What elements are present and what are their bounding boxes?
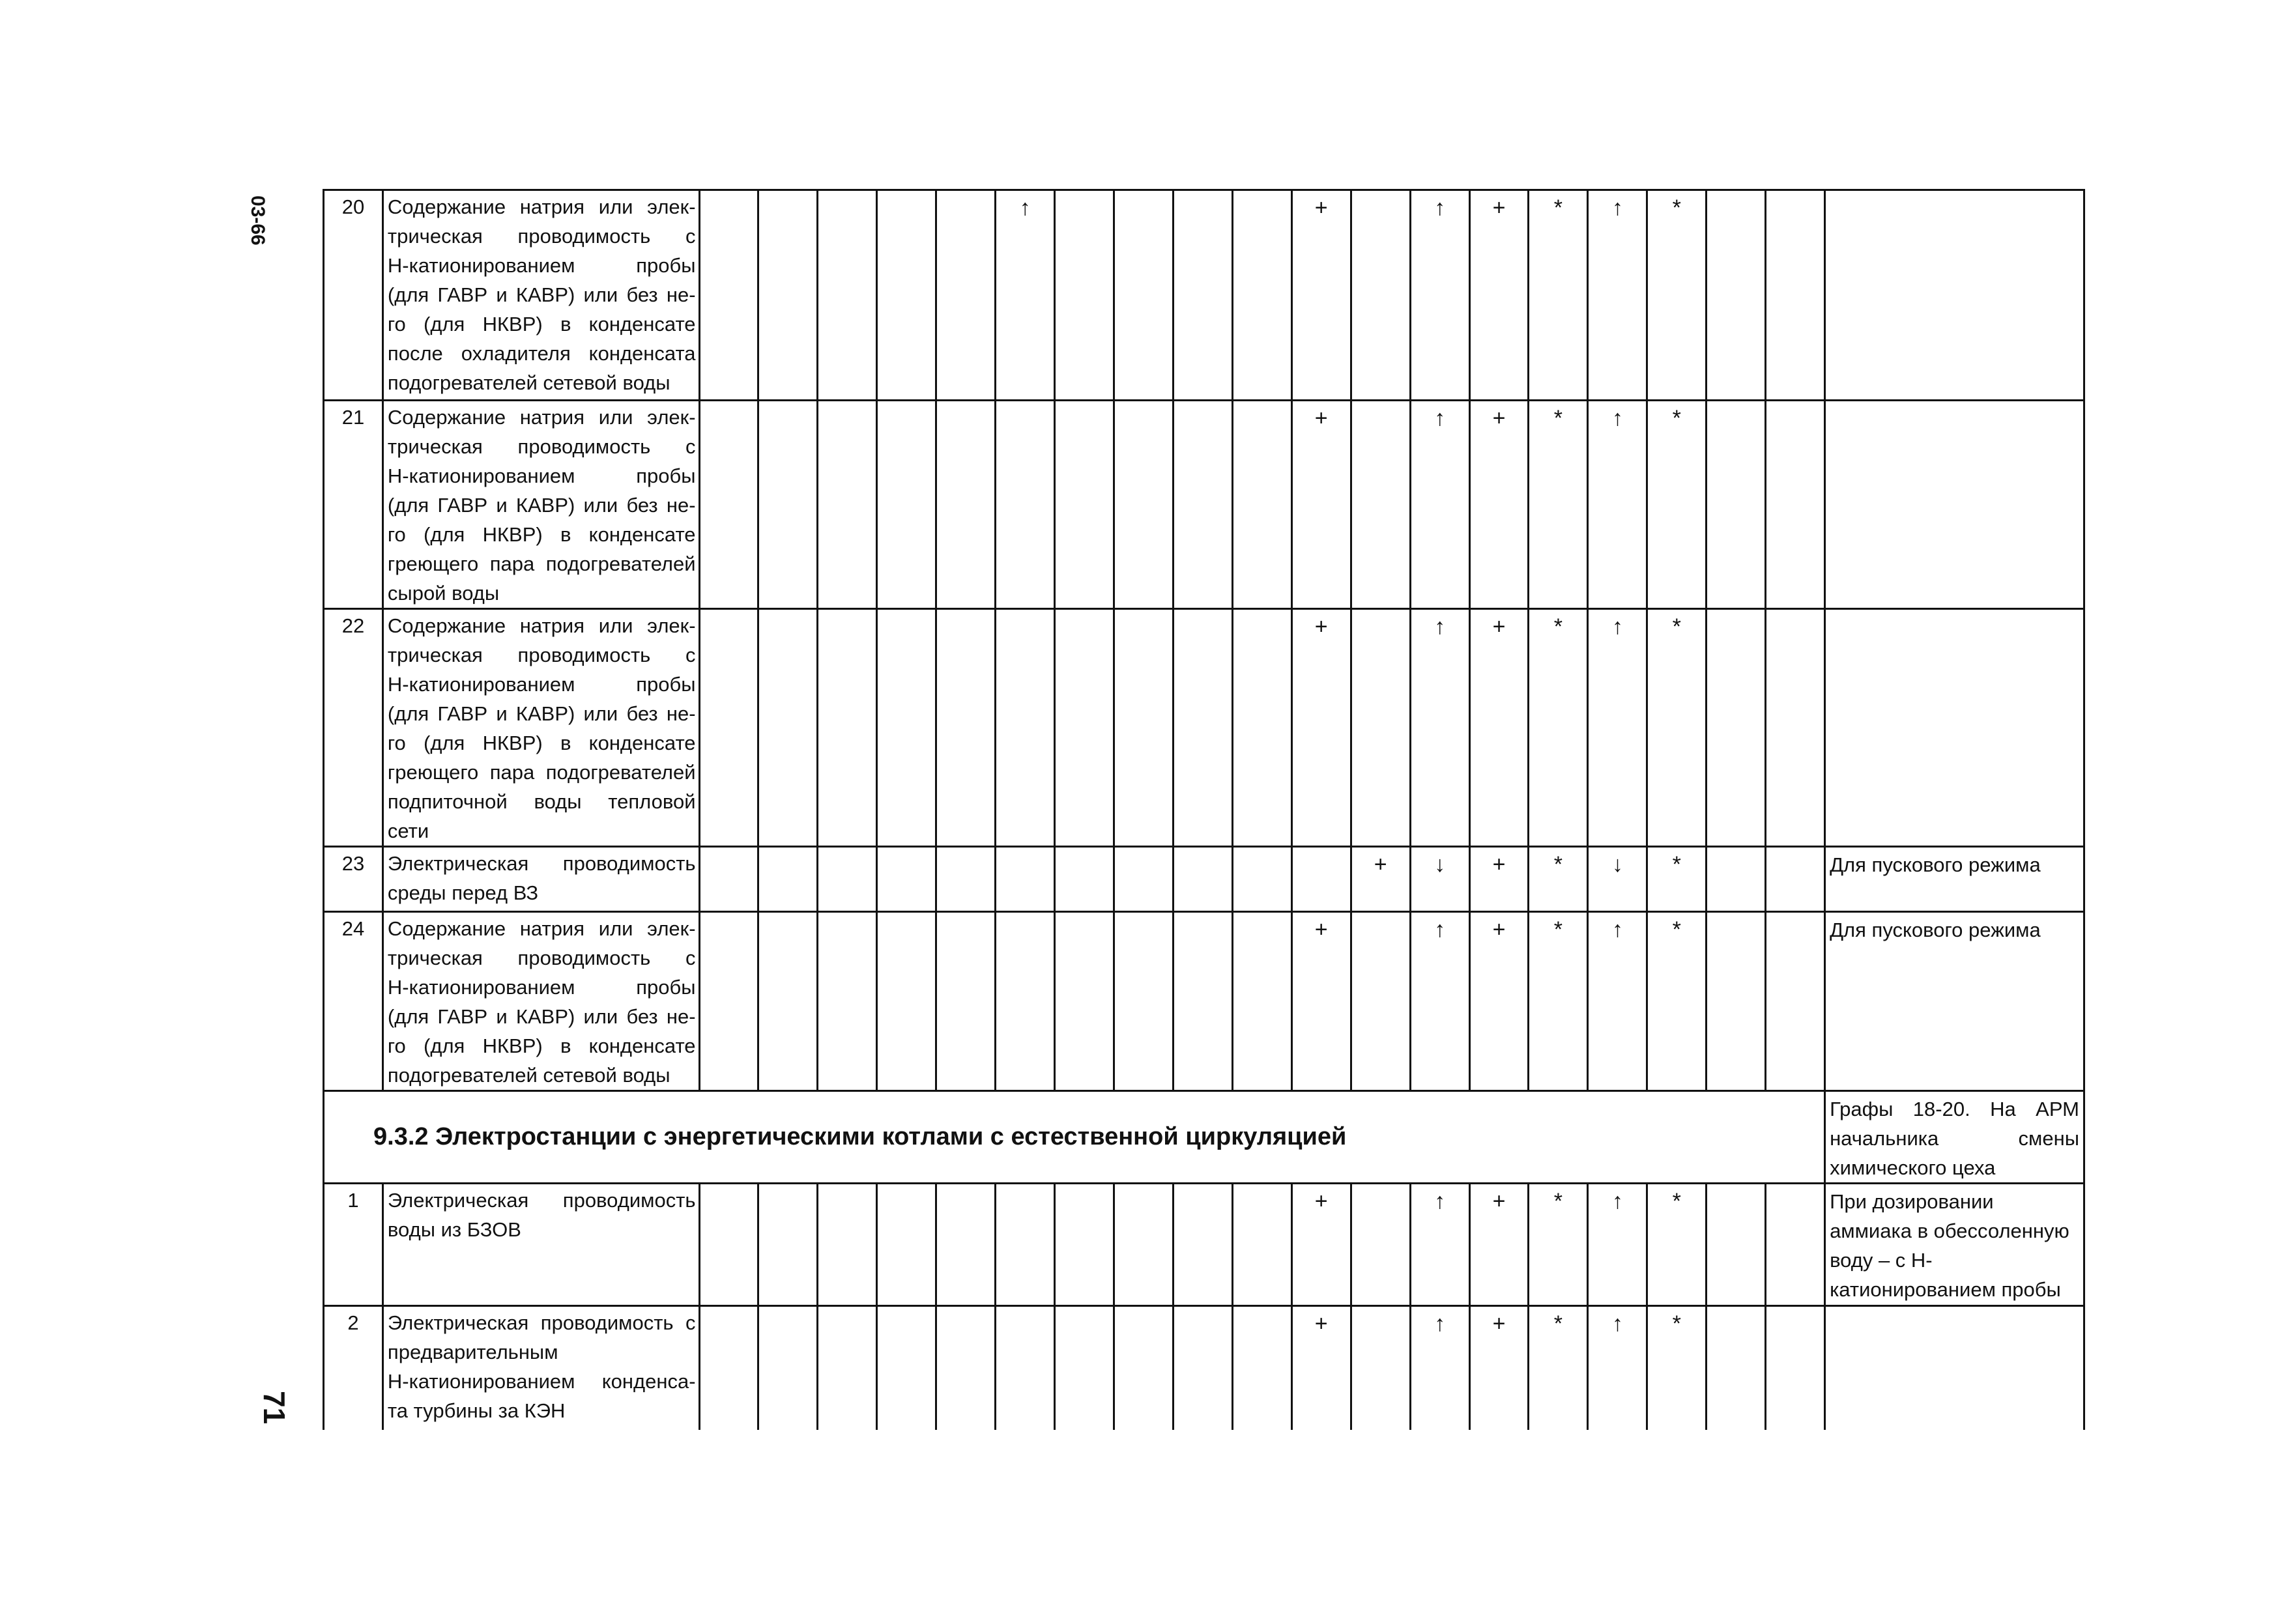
mark-cell [936,190,996,401]
mark-cell [1351,912,1410,1091]
table-row [324,912,2084,1091]
mark-cell: ↑ [1410,1184,1469,1306]
mark-cell [996,609,1055,847]
mark-cell [1055,190,1114,401]
table-row [324,609,2084,847]
mark-cell [1232,1184,1291,1306]
mark-cell [1351,1184,1410,1306]
row-note: Для пускового режима [1825,912,2084,1091]
mark-cell [1291,847,1351,912]
row-description [382,190,699,401]
mark-cell [1173,190,1232,401]
mark-cell [818,401,877,609]
row-note: При дозировании аммиака в обессоленную воду – с Н-катионированием пробы [1825,1184,2084,1306]
mark-cell: * [1529,190,1588,401]
mark-cell: * [1529,1184,1588,1306]
mark-cell: * [1529,609,1588,847]
mark-cell [818,912,877,1091]
mark-cell [1351,609,1410,847]
mark-cell [1707,609,1766,847]
description-line: трическая проводимость с [387,644,696,666]
mark-cell [996,912,1055,1091]
table-row [324,190,2084,401]
mark-cell [1766,190,1825,401]
row-number: 20 [324,190,383,401]
description-line: (для ГАВР и КАВР) или без не- [387,494,696,517]
mark-cell: * [1647,847,1707,912]
mark-cell [996,1306,1055,1430]
mark-cell [699,1306,758,1430]
description-line: греющего пара подогревателей [387,761,696,784]
mark-cell: + [1351,847,1410,912]
mark-cell: + [1291,912,1351,1091]
mark-cell [1173,912,1232,1091]
mark-cell [1055,401,1114,609]
row-number: 1 [324,1184,383,1306]
mark-cell [1173,1306,1232,1430]
description-line: Содержание натрия или элек- [387,406,696,429]
mark-cell [1114,609,1174,847]
description-line: Электрическая проводимость [387,852,696,875]
mark-cell: + [1469,847,1529,912]
description-line: го (для НКВР) в конденсате [387,732,696,754]
mark-cell [996,1184,1055,1306]
mark-cell [1055,1306,1114,1430]
section-row [324,1091,2084,1184]
mark-cell [877,609,936,847]
row-note [1825,401,2084,609]
mark-cell: * [1529,401,1588,609]
mark-cell: + [1291,609,1351,847]
description-line: подогревателей сетевой воды [387,371,670,394]
mark-cell [877,847,936,912]
description-line: Н-катионированием пробы [387,254,696,277]
description-line: сырой воды [387,582,500,605]
mark-cell: + [1469,609,1529,847]
mark-cell: + [1291,1184,1351,1306]
mark-cell [1114,847,1174,912]
mark-cell [699,912,758,1091]
mark-cell [996,401,1055,609]
mark-cell [877,1306,936,1430]
description-line: трическая проводимость с [387,947,696,969]
mark-cell [1114,1306,1174,1430]
mark-cell: ↑ [1588,912,1647,1091]
mark-cell [1351,190,1410,401]
description-line: Электрическая проводимость [387,1189,696,1212]
mark-cell [877,401,936,609]
mark-cell: * [1647,1184,1707,1306]
mark-cell: ↑ [1588,1306,1647,1430]
mark-cell: ↑ [1588,401,1647,609]
description-line: трическая проводимость с [387,225,696,248]
mark-cell [1055,847,1114,912]
mark-cell: ↓ [1588,847,1647,912]
mark-cell: ↓ [1410,847,1469,912]
description-line: подпиточной воды тепловой [387,790,696,813]
description-line: (для ГАВР и КАВР) или без не- [387,702,696,725]
mark-cell [1766,609,1825,847]
description-line: греющего пара подогревателей [387,552,696,575]
mark-cell [818,847,877,912]
description-line: (для ГАВР и КАВР) или без не- [387,1005,696,1028]
mark-cell: * [1647,1306,1707,1430]
mark-cell [1114,401,1174,609]
description-line: Содержание натрия или элек- [387,195,696,218]
row-number: 21 [324,401,383,609]
mark-cell: ↑ [1588,190,1647,401]
mark-cell [699,609,758,847]
mark-cell: + [1469,1184,1529,1306]
description-line: Н-катионированием пробы [387,673,696,696]
mark-cell [1707,1306,1766,1430]
mark-cell: * [1647,190,1707,401]
mark-cell [699,401,758,609]
mark-cell [1232,912,1291,1091]
mark-cell [758,912,818,1091]
mark-cell [1232,190,1291,401]
row-number: 24 [324,912,383,1091]
row-description [382,912,699,1091]
section-note: Графы 18-20. На АРМ начальника смены химического цеха [1825,1091,2084,1184]
mark-cell [758,609,818,847]
mark-cell: + [1291,190,1351,401]
row-number: 22 [324,609,383,847]
mark-cell [758,1306,818,1430]
mark-cell: + [1291,1306,1351,1430]
mark-cell: * [1529,847,1588,912]
mark-cell [1173,847,1232,912]
mark-cell [1351,1306,1410,1430]
mark-cell [1173,1184,1232,1306]
mark-cell [1707,912,1766,1091]
description-line: Электрическая проводимость с [387,1311,696,1334]
row-note [1825,190,2084,401]
row-description [382,401,699,609]
mark-cell: + [1291,401,1351,609]
mark-cell [1766,1306,1825,1430]
mark-cell [1055,1184,1114,1306]
mark-cell [818,1184,877,1306]
mark-cell [1766,1184,1825,1306]
mark-cell [699,847,758,912]
mark-cell [818,609,877,847]
row-description [382,609,699,847]
mark-cell [699,1184,758,1306]
mark-cell: ↑ [1588,609,1647,847]
mark-cell [1766,912,1825,1091]
mark-cell: * [1647,609,1707,847]
mark-cell [877,190,936,401]
mark-cell [1232,1306,1291,1430]
mark-cell [1766,401,1825,609]
mark-cell [936,1306,996,1430]
mark-cell [1232,847,1291,912]
mark-cell: * [1647,912,1707,1091]
mark-cell: * [1529,912,1588,1091]
description-line: го (для НКВР) в конденсате [387,523,696,546]
description-line: го (для НКВР) в конденсате [387,1034,696,1057]
mark-cell [936,912,996,1091]
control-table [323,189,2085,1430]
mark-cell [996,847,1055,912]
description-line: Содержание натрия или элек- [387,917,696,940]
document-code: 03-66 [247,195,268,246]
row-note [1825,1306,2084,1430]
row-description [382,847,699,912]
description-line: го (для НКВР) в конденсате [387,313,696,335]
mark-cell [699,190,758,401]
mark-cell [1232,609,1291,847]
mark-cell [818,190,877,401]
mark-cell [758,190,818,401]
page-number: 71 [257,1391,291,1425]
mark-cell: + [1469,401,1529,609]
mark-cell: ↑ [1410,1306,1469,1430]
mark-cell: + [1469,190,1529,401]
mark-cell: ↑ [1410,190,1469,401]
mark-cell [1707,190,1766,401]
mark-cell [877,1184,936,1306]
description-line: воды из БЗОВ [387,1218,521,1241]
mark-cell [1114,190,1174,401]
mark-cell [936,609,996,847]
mark-cell [1707,401,1766,609]
row-description [382,1306,699,1430]
description-line: трическая проводимость с [387,435,696,458]
mark-cell [1173,609,1232,847]
description-line: (для ГАВР и КАВР) или без не- [387,283,696,306]
description-line: подогревателей сетевой воды [387,1064,670,1087]
mark-cell: + [1469,912,1529,1091]
description-line: сети [387,819,429,842]
mark-cell [936,847,996,912]
description-line: Содержание натрия или элек- [387,614,696,637]
mark-cell [1173,401,1232,609]
mark-cell [758,847,818,912]
mark-cell: ↑ [996,190,1055,401]
mark-cell [758,401,818,609]
mark-cell [877,912,936,1091]
mark-cell [1766,847,1825,912]
mark-cell: * [1529,1306,1588,1430]
mark-cell [1351,401,1410,609]
description-line: предварительным [387,1341,558,1363]
row-number: 2 [324,1306,383,1430]
row-number: 23 [324,847,383,912]
description-line: среды перед ВЗ [387,881,539,904]
mark-cell [1232,401,1291,609]
mark-cell: ↑ [1588,1184,1647,1306]
description-line: Н-катионированием конденса- [387,1370,696,1393]
mark-cell [1707,847,1766,912]
mark-cell [818,1306,877,1430]
description-line: Н-катионированием пробы [387,976,696,999]
table-row [324,1306,2084,1430]
mark-cell: ↑ [1410,912,1469,1091]
mark-cell [1055,912,1114,1091]
mark-cell: ↑ [1410,401,1469,609]
table-row [324,847,2084,912]
description-line: после охладителя конденсата [387,342,696,365]
table-row [324,1184,2084,1306]
mark-cell [1055,609,1114,847]
mark-cell: ↑ [1410,609,1469,847]
mark-cell: + [1469,1306,1529,1430]
mark-cell [1114,1184,1174,1306]
row-note: Для пускового режима [1825,847,2084,912]
mark-cell [936,401,996,609]
mark-cell [1114,912,1174,1091]
mark-cell [936,1184,996,1306]
row-note [1825,609,2084,847]
description-line: Н-катионированием пробы [387,464,696,487]
table-row [324,401,2084,609]
section-title: 9.3.2 Электростанции с энергетическими котлами с естественной циркуляцией [324,1091,1825,1184]
mark-cell [758,1184,818,1306]
description-line: та турбины за КЭН [387,1399,566,1422]
mark-cell: * [1647,401,1707,609]
mark-cell [1707,1184,1766,1306]
row-description [382,1184,699,1306]
